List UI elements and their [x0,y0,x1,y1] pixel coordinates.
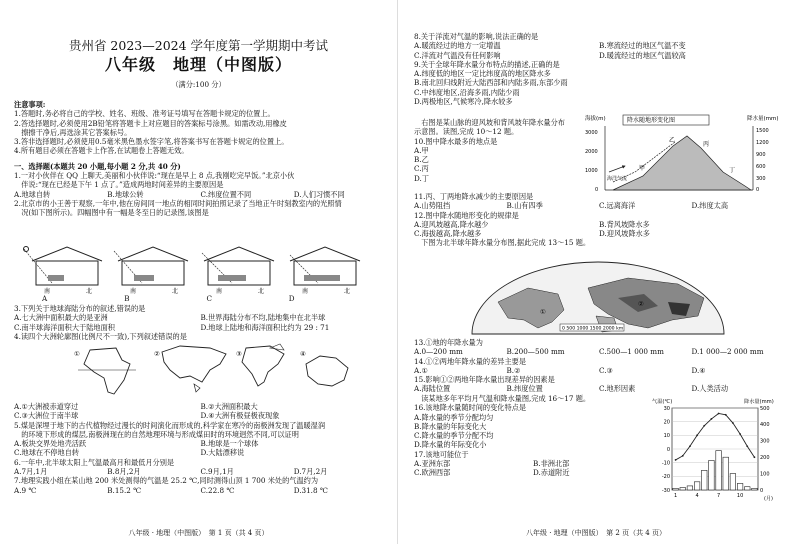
temperature-point [703,425,705,427]
month-tick-label: 10 [736,493,744,499]
airflow-label: 海洋气流 [607,176,628,182]
option: D.丁 [414,173,429,183]
q2-options [42,294,371,303]
option: C.③大洲位于南半球 [14,411,79,421]
precipitation-bar [709,460,715,490]
option: B.15.2 ℃ [107,485,142,495]
direction-label: 南 [302,288,309,295]
option: B.背风坡降水多 [599,219,650,229]
temperature-point [754,456,756,458]
question-intro: 右图是某山脉的迎风坡和背风坡年降水量分布 [414,118,565,127]
question-text: 7.地理实践小组在某山地 200 米处测得的气温是 25.2 ℃,同时测得山顶 1 700 米处的气温约为 [14,476,319,486]
direction-label: 南 [44,288,51,295]
map-marker: ① [540,308,546,316]
option: A.① [414,365,428,375]
option: C.降水量的季节分配不均 [414,431,494,441]
option: A.9 ℃ [14,485,37,495]
temp-tick-label: 10 [663,433,670,440]
direction-label: 北 [172,288,179,295]
classroom-b [114,247,188,285]
option: B.降水量的年际变化大 [414,421,487,431]
map-marker: ② [638,300,644,308]
temperature-line-group [675,413,756,461]
option: B.8月,2月 [107,467,141,477]
left-tick: 3000 [585,130,598,136]
option: A [42,294,48,303]
option: D.赤道附近 [533,468,570,478]
option: B.非洲北部 [533,459,570,469]
direction-label: 北 [86,288,93,295]
question-text: 8.关于洋流对气温的影响,说法正确的是 [414,32,539,41]
option: A.①大洲被赤道穿过 [14,402,79,411]
option: C.欧洲西部 [414,468,451,478]
option: D.地球上陆地和海洋面积比约为 29 : 71 [200,322,330,332]
classroom-c [202,247,274,285]
mountain-profile [613,136,751,190]
point-label: 乙 [669,137,676,144]
question-options [414,384,784,393]
option: D.31.8 ℃ [293,485,328,495]
temperature-point [732,422,734,424]
option: D.人类活动 [691,384,729,394]
temperature-point [689,445,691,447]
right-axis-label: 降水量(mm) [747,116,779,122]
question-options [14,402,387,421]
option: B.② [506,365,521,375]
temperature-point [718,413,720,415]
precip-axis-label: 降水量(mm) [744,399,774,405]
option: A.0—200 mm [414,347,463,357]
continent-africa-outline [78,348,136,394]
question-options [414,220,784,239]
map-scale: 0 500 1000 1500 2000 km [562,326,624,332]
figure-label: ③ [236,350,242,358]
option: C.洋流对气温没有任何影响 [414,50,501,60]
temperature-line [676,413,755,459]
question-options [414,459,652,468]
notice-line: 擦擦干净后,再选涂其它答案标号。 [14,127,132,137]
right-tick: 900 [756,152,766,158]
month-tick-label: 7 [716,493,721,499]
question-text: 13.①地的年降水量为 [414,338,483,347]
point-label: 丁 [729,167,736,174]
chart-title: 降水随地形变化图 [627,117,676,124]
precipitation-bars [673,451,757,490]
figure-label: ④ [300,350,306,358]
precip-tick-label: 400 [760,422,770,429]
precipitation-bar [752,488,758,490]
option: D.人们习惯不同 [293,189,345,199]
point-label: 甲 [639,165,646,172]
option: C.南半球海洋面积大于陆地面积 [14,322,115,332]
option: D.两极地区,气候寒冷,降水较多 [414,97,513,107]
option: D [288,294,295,303]
right-tick: 300 [756,176,766,182]
left-tick: 0 [595,187,599,193]
option: A.亚洲东部 [414,459,451,469]
question-text: 的环境下形成的煤层,南极洲现在的自然地理环境与形成煤田时的环境迥然不同,可以证明 [14,429,299,439]
option: D.纬度太高 [691,201,729,211]
temperature-point [746,445,748,447]
question-options [414,366,784,375]
precip-tick-label: 200 [760,455,770,461]
notice-heading: 注意事项: [14,100,46,109]
question-text: 况(如下图所示)。四幅图中有一幅是冬至日的记录图,该图是 [14,208,209,218]
month-axis-label: (月) [764,496,773,502]
precip-tick-label: 300 [760,438,770,445]
temp-tick-label: 20 [663,419,670,426]
notice-line: 2.答选择题时,必须使用2B铅笔将答题卡上对应题目的答案标号涂黑。如需改动,用橡皮 [14,118,287,128]
question-options [14,439,387,458]
question-options [414,468,652,477]
option: A.暖流经过的地方一定增温 [414,41,501,51]
option: D.暖流经过的地区气温较高 [599,50,686,60]
notice-line: 4.所有题目必须在答题卡上作答,在试题卷上答题无效。 [14,146,189,156]
exam-title: 贵州省 2023—2024 学年度第一学期期中考试 [68,38,329,53]
classroom-light-figure [22,243,372,295]
precipitation-bar [716,451,722,490]
question-options [414,201,784,210]
option: B.②大洲面积最大 [200,402,258,411]
temp-tick-label: 0 [666,446,670,453]
temperature-point [682,455,684,457]
right-tick: 1500 [756,128,769,134]
precip-tick-label: 100 [760,471,770,478]
option: D.7月,2月 [293,467,328,477]
direction-label: 北 [344,288,351,295]
option: C.海拔越高,降水越多 [414,229,482,239]
temperature-point [675,459,677,461]
direction-label: 南 [216,288,223,295]
exam-page-2 [397,0,794,544]
precipitation-bar [744,487,750,490]
right-tick: 600 [756,164,766,170]
option: D.迎风坡降水多 [599,229,650,239]
precipitation-bar [737,483,743,490]
notice-line: 3.答非选择题时,必须使用0.5毫米黑色墨水签字笔,将答案书写在答题卡规定的位置上。 [14,137,289,147]
option: B.乙 [414,155,429,165]
option: B.200—500 mm [506,347,565,357]
classroom-a [24,247,103,286]
continent-asia-outline [162,346,226,392]
option: A.地球自转 [14,189,51,199]
figure-label: ② [154,350,160,358]
option: A.降水量的季节分配均匀 [414,412,494,422]
question-text: 10.图中降水最多的地点是 [414,136,498,146]
question-text: 1.一对小伙伴在 QQ 上聊天,美丽和小伙伴说:“现在是早上 8 点,我刚吃完早饭。”北京小伙 [14,171,295,181]
continent-north-america-outline [242,344,284,386]
direction-label: 南 [130,288,137,295]
temperature-point [711,418,713,420]
page-footer: 八年级 · 地理（中图版） 第 2 页（共 4 页） [526,529,666,537]
question-options [414,41,784,60]
option: A.纬度低的地区一定比纬度高的地区降水多 [414,69,551,79]
option: A.7月,1月 [14,467,48,477]
option: A.海陆位置 [414,384,451,394]
right-tick: 1200 [756,140,769,146]
question-intro: 读某地多年平均月气温和降水量图,完成 16～17 题。 [414,394,591,403]
option: A.七大洲中面积最大的是亚洲 [14,313,108,323]
temp-tick-label: -30 [661,487,670,494]
mountain-precipitation-chart [583,112,783,198]
option: B.山有四季 [506,201,543,211]
temperature-point [739,433,741,435]
option: C [206,294,212,303]
option: C.地球在不停地自转 [14,448,80,458]
option: D.④大洲有极昼极夜现象 [200,411,280,421]
question-text: 伴说:“现在已经是下午 1 点了。”造成两地时间差异的主要原因是 [14,180,224,190]
precipitation-bar [723,457,729,490]
question-text: 4.读四个大洲轮廓图(比例尺不一致),下列叙述错误的是 [14,331,187,341]
temp-tick-label: 30 [663,405,670,412]
question-options [14,467,387,476]
month-tick-label: 4 [695,493,699,499]
option: C.纬度位置不同 [200,189,252,199]
question-text: 2.北京市的小王善于观察,一年中,他在房间同一地点的相同时间拍照记录了当地正午时刻教室内的光照情 [14,198,342,208]
point-label: 丙 [703,141,710,148]
question-text: 6.一年中,北半球太阳上气温最高月和最低月分别是 [14,457,175,467]
exam-subtitle: 八年级 地理（中图版） [104,55,292,74]
left-tick: 2000 [585,149,598,155]
temp-tick-label: -20 [661,474,670,481]
climate-chart [648,396,786,504]
question-text: 14.①②两地年降水量的差异主要是 [414,356,527,366]
question-text: 17.该地可能位于 [414,449,469,459]
airflow-arrow [609,166,625,172]
option: B.纬度位置 [506,384,543,394]
option: A.山势阻挡 [414,201,451,211]
option: B.地球公转 [107,189,144,199]
classroom-d [290,247,360,285]
option: D.1 000—2 000 mm [691,347,764,357]
option: C.地形因素 [599,384,636,394]
option: D.大陆漂移说 [200,448,245,458]
question-options [14,190,387,199]
precipitation-bar [694,482,700,490]
question-text: 9.关于全球年降水量分布特点的描述,正确的是 [414,59,560,69]
question-options [414,347,784,356]
question-text: 11.丙、丁两地降水减少的主要原因是 [414,192,534,201]
option: C.500—1 000 mm [599,347,664,357]
option: C.中纬度地区,沿海多雨,内陆少雨 [414,87,520,97]
temperature-point [696,434,698,436]
option: C.③ [599,365,613,375]
option: B.地球是一个球体 [200,439,259,449]
precip-tick-label: 0 [760,487,764,494]
question-text: 16.该地降水量随时间的变化特点是 [414,403,527,413]
precipitation-bar [680,488,686,490]
temperature-point [725,414,727,416]
option: B.南北回归线附近大陆西部和内陆多雨,东部少雨 [414,78,568,88]
option: D.④ [691,365,706,375]
option: B [124,294,130,303]
precipitation-map [468,258,728,336]
right-tick: 0 [756,187,760,193]
temp-axis-label: 气温(℃) [652,399,673,405]
option: C.丙 [414,164,429,174]
temp-tick-label: -10 [661,460,670,467]
figure-label: ① [74,350,80,358]
option: D.降水量的年际变化小 [414,440,487,450]
continent-antarctica-outline [306,356,348,386]
full-score: （满分:100 分） [171,80,226,89]
precipitation-bar [687,486,693,490]
question-intro: 示意图。读图,完成 10～12 题。 [414,127,519,137]
option: B.寒流经过的地区气温不变 [599,41,686,51]
option: A.迎风坡越高,降水越少 [414,219,489,229]
precipitation-bar [730,474,736,490]
option: C.9月,1月 [200,467,234,477]
question-text: 12.图中降水随地形变化的规律是 [414,210,519,220]
continent-outlines [70,342,360,400]
question-text: 15.影响①②两地年降水量出现差异的因素是 [414,375,555,385]
precipitation-bar [673,488,679,490]
notice-line: 1.答题时,务必将自己的学校、姓名、班级、准考证号填写在答题卡规定的位置上。 [14,109,275,119]
option: A.板块交界处地壳活跃 [14,439,87,449]
left-tick: 1000 [585,168,598,174]
precip-tick-label: 500 [760,405,770,412]
section-heading: 一、选择题(本题共 20 小题,每小题 2 分,共 40 分) [14,161,181,171]
month-tick-label: 1 [673,493,678,499]
option: C.22.8 ℃ [200,485,235,495]
option: C.远离海洋 [599,201,636,211]
question-text: 3.下列关于地球海陆分布的叙述,错误的是 [14,304,146,313]
question-options [14,486,387,495]
question-intro: 下图为北半球年降水量分布图,据此完成 13～15 题。 [414,238,591,248]
option: B.世界海陆分布不均,陆地集中在北半球 [200,313,326,323]
question-options [14,313,387,332]
question-text: 5.煤是深埋于地下的古代植物经过漫长的时间演化而形成的,科学家在寒冷的南极洲发现了温暖湿润 [14,420,326,430]
left-axis-label: 海拔(m) [585,116,606,122]
option: A.甲 [414,145,429,155]
direction-label: 北 [258,288,265,295]
precipitation-bar [701,470,707,490]
page-footer: 八年级 · 地理（中图版） 第 1 页（共 4 页） [128,529,269,537]
